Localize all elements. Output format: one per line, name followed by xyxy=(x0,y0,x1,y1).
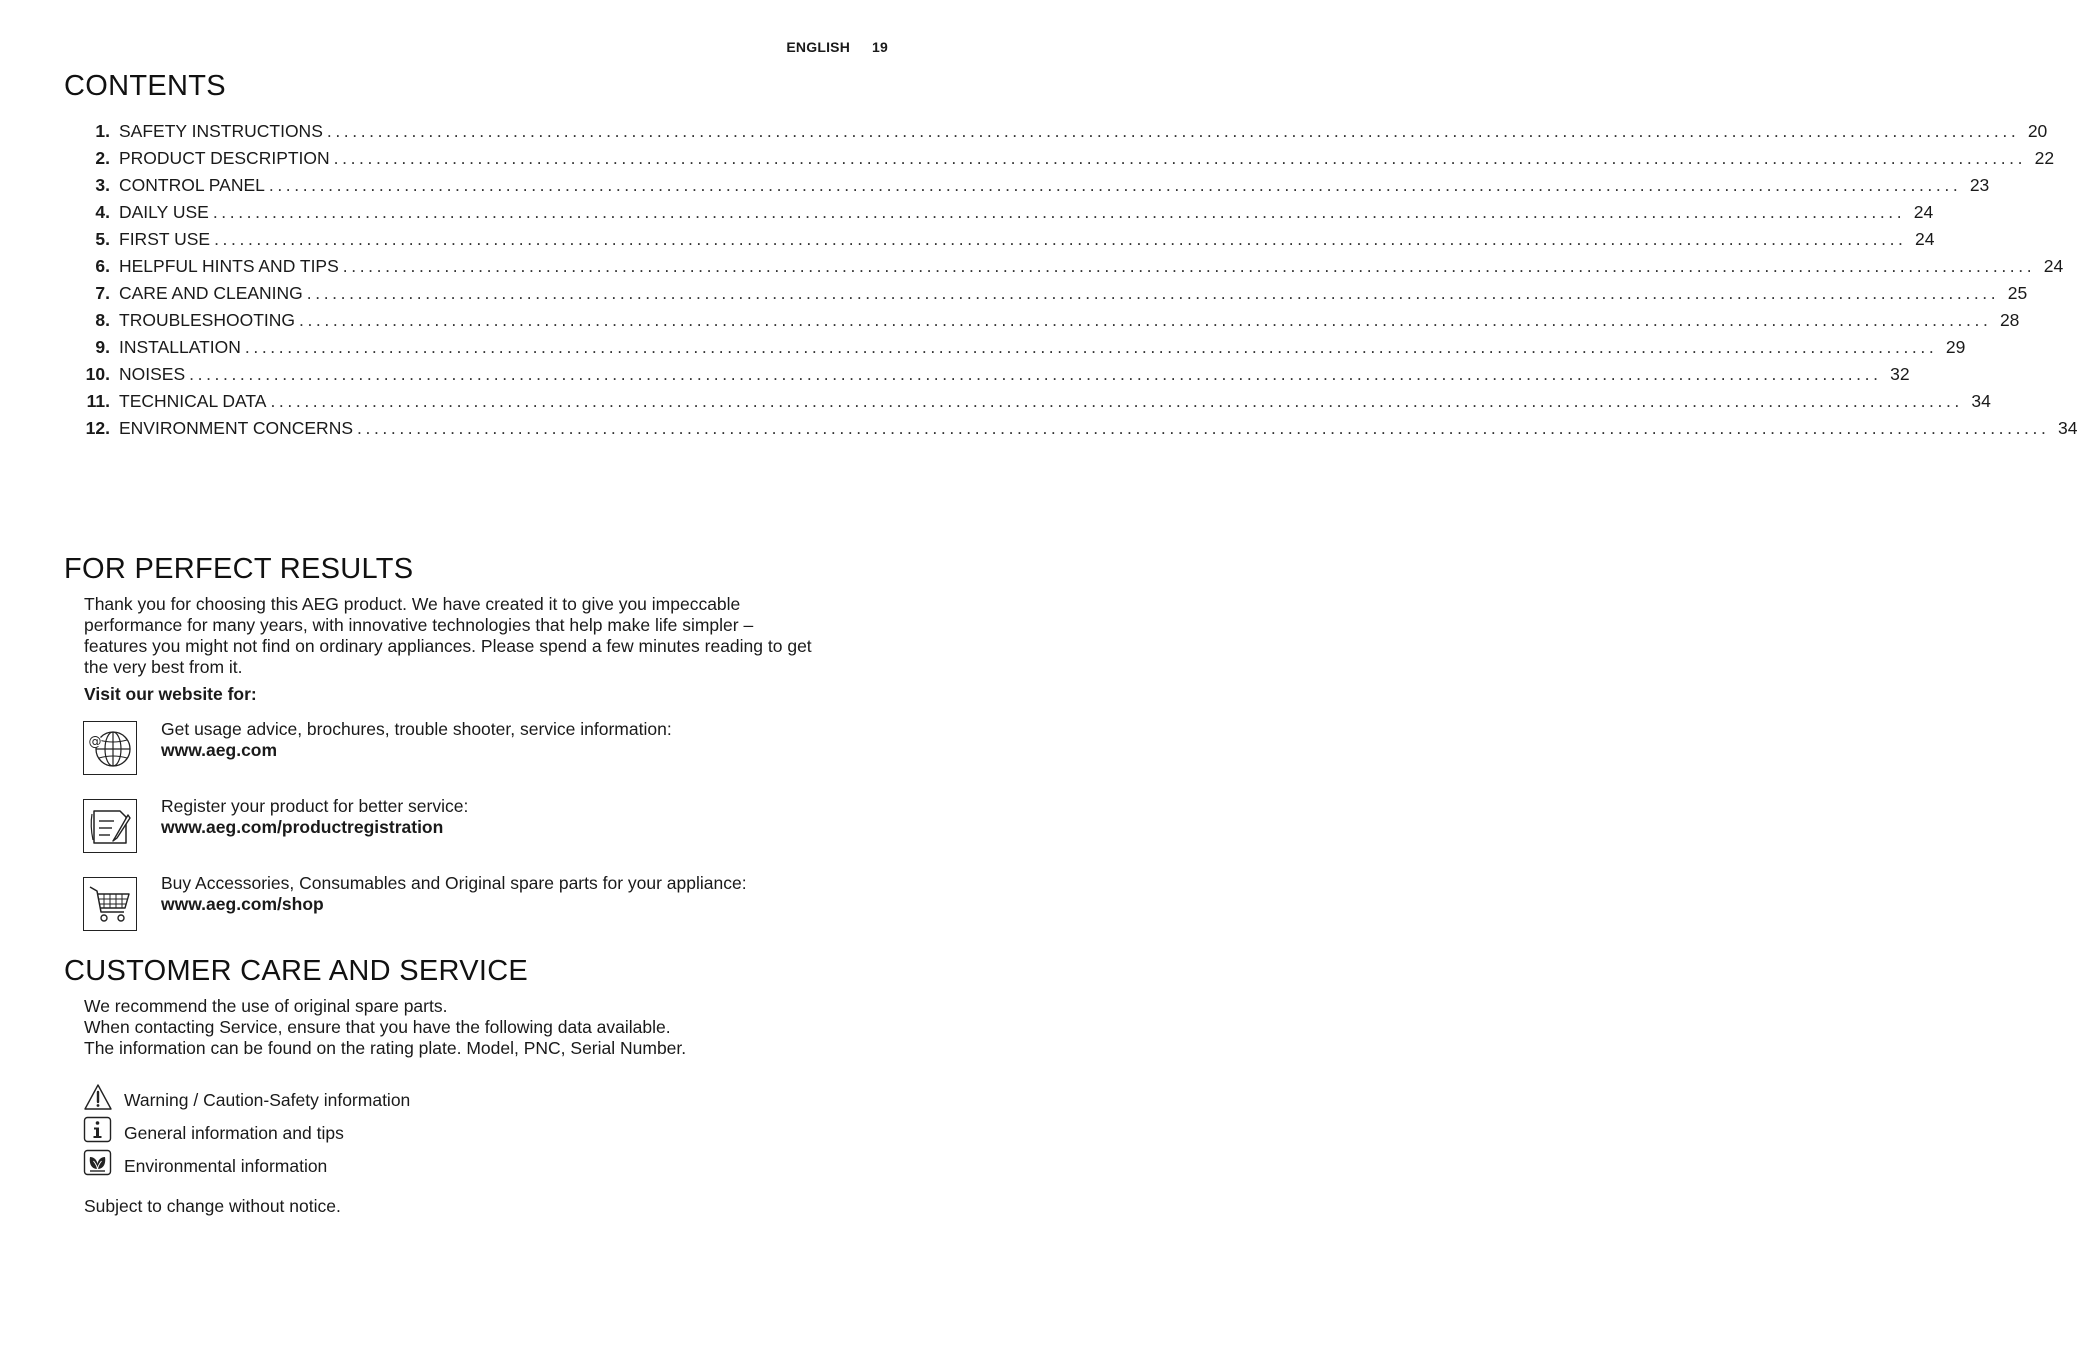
website-link-item xyxy=(161,719,672,761)
toc-leader-dots: ........................................................................................................................................................................................................ xyxy=(244,337,1938,357)
toc-title: FIRST USE xyxy=(119,229,211,249)
toc-entry[interactable] xyxy=(74,418,2077,445)
intro-line: performance for many years, with innovative technologies that help make life simpler – xyxy=(84,615,754,635)
toc-title: ENVIRONMENT CONCERNS xyxy=(119,418,354,438)
link-description: Buy Accessories, Consumables and Original spare parts for your appliance: xyxy=(161,873,747,893)
toc-title: TECHNICAL DATA xyxy=(119,391,267,411)
toc-entry[interactable] xyxy=(74,283,2028,310)
change-notice: Subject to change without notice. xyxy=(84,1196,341,1216)
toc-number: 12. xyxy=(85,418,110,438)
table-of-contents xyxy=(74,121,2077,445)
warning-triangle-icon xyxy=(83,1083,113,1111)
toc-entry[interactable] xyxy=(74,364,1910,391)
toc-entry[interactable] xyxy=(74,148,2055,175)
toc-entry[interactable] xyxy=(74,256,2064,283)
care-line: We recommend the use of original spare parts. xyxy=(84,996,448,1016)
toc-title: PRODUCT DESCRIPTION xyxy=(119,148,330,168)
toc-entry[interactable] xyxy=(74,310,2020,337)
website-link-item xyxy=(161,796,468,838)
toc-entry[interactable] xyxy=(74,121,2048,148)
toc-page: 28 xyxy=(1999,310,2020,330)
toc-page: 22 xyxy=(2034,148,2055,168)
intro-paragraph xyxy=(84,594,899,678)
toc-page: 32 xyxy=(1890,364,1910,384)
toc-entry[interactable] xyxy=(74,175,1990,202)
toc-page: 25 xyxy=(2007,283,2028,303)
contents-heading: CONTENTS xyxy=(64,70,226,102)
shopping-cart-icon xyxy=(83,877,137,931)
customer-care-paragraph xyxy=(84,996,899,1059)
toc-leader-dots: ........................................................................................................................................................................................................ xyxy=(268,175,1962,195)
header-page-number: 19 xyxy=(872,39,888,55)
toc-page: 34 xyxy=(1971,391,1991,411)
toc-page: 23 xyxy=(1969,175,1990,195)
toc-number: 5. xyxy=(95,229,110,249)
care-line: The information can be found on the rating plate. Model, PNC, Serial Number. xyxy=(84,1038,687,1058)
toc-title: CARE AND CLEANING xyxy=(119,283,303,303)
toc-leader-dots: ........................................................................................................................................................................................................ xyxy=(357,418,2050,438)
toc-number: 7. xyxy=(95,283,110,303)
toc-title: HELPFUL HINTS AND TIPS xyxy=(119,256,339,276)
toc-entry[interactable] xyxy=(74,229,1935,256)
website-link[interactable]: www.aeg.com xyxy=(161,740,278,760)
header-language: ENGLISH xyxy=(786,39,851,55)
intro-line: features you might not find on ordinary appliances. Please spend a few minutes reading to get xyxy=(84,636,812,656)
visit-website-label: Visit our website for: xyxy=(84,684,257,704)
link-description: Get usage advice, brochures, trouble shooter, service information: xyxy=(161,719,672,739)
legend-text: Environmental information xyxy=(124,1156,328,1176)
toc-number: 2. xyxy=(95,148,110,168)
intro-line: the very best from it. xyxy=(84,657,243,677)
toc-page: 34 xyxy=(2057,418,2077,438)
shop-link[interactable]: www.aeg.com/shop xyxy=(161,894,324,914)
toc-title: CONTROL PANEL xyxy=(119,175,265,195)
registration-link[interactable]: www.aeg.com/productregistration xyxy=(161,817,444,837)
toc-number: 9. xyxy=(95,337,110,357)
toc-number: 10. xyxy=(85,364,110,384)
toc-entry[interactable] xyxy=(74,391,1991,418)
toc-title: DAILY USE xyxy=(119,202,209,222)
toc-leader-dots: ........................................................................................................................................................................................................ xyxy=(214,229,1907,249)
toc-title: INSTALLATION xyxy=(119,337,241,357)
intro-line: Thank you for choosing this AEG product. We have created it to give you impeccable xyxy=(84,594,741,614)
customer-care-heading: CUSTOMER CARE AND SERVICE xyxy=(64,955,529,987)
toc-entry[interactable] xyxy=(74,337,1966,364)
environment-leaf-icon xyxy=(83,1149,113,1177)
registration-notepad-icon xyxy=(83,799,137,853)
info-icon xyxy=(83,1116,113,1144)
link-description: Register your product for better service: xyxy=(161,796,469,816)
svg-text:@: @ xyxy=(88,734,102,750)
toc-leader-dots: ........................................................................................................................................................................................................ xyxy=(333,148,2027,168)
toc-entry[interactable] xyxy=(74,202,1934,229)
toc-number: 4. xyxy=(95,202,110,222)
toc-leader-dots: ........................................................................................................................................................................................................ xyxy=(270,391,1963,411)
toc-leader-dots: ........................................................................................................................................................................................................ xyxy=(212,202,1906,222)
page-header xyxy=(786,39,888,55)
perfect-results-heading: FOR PERFECT RESULTS xyxy=(64,553,414,585)
legend-text: Warning / Caution-Safety information xyxy=(124,1090,411,1110)
legend-text: General information and tips xyxy=(124,1123,344,1143)
toc-number: 1. xyxy=(95,121,110,141)
toc-number: 6. xyxy=(95,256,110,276)
toc-page: 20 xyxy=(2027,121,2048,141)
toc-leader-dots: ........................................................................................................................................................................................................ xyxy=(306,283,2000,303)
toc-number: 11. xyxy=(86,391,110,411)
globe-at-icon xyxy=(83,721,137,775)
toc-number: 8. xyxy=(95,310,110,330)
toc-page: 29 xyxy=(1945,337,1966,357)
toc-leader-dots: ........................................................................................................................................................................................................ xyxy=(342,256,2036,276)
toc-page: 24 xyxy=(1915,229,1935,249)
toc-title: NOISES xyxy=(119,364,186,384)
toc-leader-dots: ........................................................................................................................................................................................................ xyxy=(326,121,2020,141)
toc-page: 24 xyxy=(2043,256,2064,276)
toc-leader-dots: ........................................................................................................................................................................................................ xyxy=(189,364,1882,384)
toc-leader-dots: ........................................................................................................................................................................................................ xyxy=(299,310,1992,330)
website-link-item xyxy=(161,873,747,915)
care-line: When contacting Service, ensure that you have the following data available. xyxy=(84,1017,671,1037)
toc-page: 24 xyxy=(1913,202,1934,222)
toc-title: SAFETY INSTRUCTIONS xyxy=(119,121,323,141)
toc-title: TROUBLESHOOTING xyxy=(119,310,295,330)
toc-number: 3. xyxy=(95,175,110,195)
